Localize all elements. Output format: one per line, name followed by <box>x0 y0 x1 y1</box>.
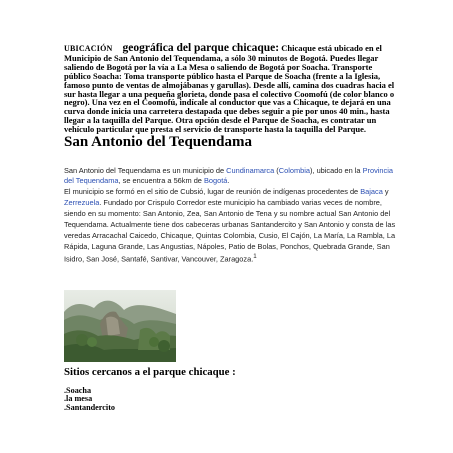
history-paragraph: El municipio se formó en el sitio de Cubsió, lugar de reunión de indígenas procedentes de Bajaca y Zerrezuela. Fundado por Crispulo Corredor este municipio ha cambiado varias veces de nombre, siendo en su momento: San Antonio, Zea, San Antonio de Tena y su nombre actual San Antonio del Tequendama. Actualmente tiene dos cabeceras urbanas Santandercito y San Antonio y consta de las veredas Arracachal Caicedo, Chicaque, Quintas Colombia, Cusio, El Cajón, La María, La Rambla, La Rápida, Laguna Grande, Las Angustias, Nápoles, Patio de Bolas, Ponchos, Quebrada Grande, San Isidro, San José, Santafé, Santivar, Vancouver, Zaragoza.$^1$ <box>64 187 396 264</box>
location-paragraph: UBICACIÓN geográfica del parque chicaque: Chicaque está ubicado en el Municipio de San Antonio del Tequendama, a sólo 30 minutos de Bogotá. Puedes llegar saliendo de Bogotá por la vía a La Mesa o saliendo de Bogotá por Soacha. Transporte público Soacha: Toma transporte público hasta el Parque de Soacha (frente a la Iglesia, famoso punto de ventas de almojábanas y garullas). Desde allí, camina dos cuadras hacia el sur hasta llegar a una pequeña glorieta, donde pasa el colectivo Coomofú (de color blanco o negro). Una vez en el Coomofú, indícale al conductor que vas a Chicaque, te dejará en una curva donde inicia una carretera destapada que debes seguir a pie por unos 40 min., hasta llegar a la taquilla del Parque. Otra opción desde el Parque de Soacha, es contratar un vehículo particular que presta el servicio de transporte hasta la taquilla del Parque. <box>64 42 395 135</box>
section-heading: San Antonio del Tequendama <box>64 134 252 150</box>
location-text: Chicaque está ubicado en el Municipio de San Antonio del Tequendama, a sólo 30 minutos de Bogotá. Puedes llegar saliendo de Bogotá por la vía a La Mesa o saliendo de Bogotá por Soacha. Transporte público Soacha: Toma transporte público hasta el Parque de Soacha (frente a la Iglesia, famoso punto de ventas de almojábanas y garullas). Desde allí, camina dos cuadras hacia el sur hasta llegar a una pequeña glorieta, donde pasa el colectivo Coomofú (de color blanco o negro). Una vez en el Coomofú, indícale al conductor que vas a Chicaque, te dejará en una curva donde inicia una carretera destapada que debes seguir a pie por unos 40 min., hasta llegar a la taquilla del Parque. Otra opción desde el Parque de Soacha, es contratar un vehículo particular que presta el servicio de transporte hasta la taquilla del Parque. <box>64 43 395 135</box>
list-item: .Santandercito <box>64 402 116 412</box>
nearby-sites-list <box>64 387 115 412</box>
link-cundinamarca[interactable]: Cundinamarca <box>226 166 275 175</box>
intro-paragraph: San Antonio del Tequendama es un municipio de Cundinamarca (Colombia), ubicado en la Provincia del Tequendama, se encuentra a 56km de Bogotá. <box>64 166 393 185</box>
link-zerrezuela[interactable]: Zerrezuela <box>64 197 100 207</box>
list-item: .la mesa <box>64 394 93 404</box>
location-label: UBICACIÓN <box>64 44 113 53</box>
footnote-marker: 1 <box>253 253 257 261</box>
list-item: .Soacha <box>64 386 92 395</box>
link-bajaca[interactable]: Bajaca <box>360 187 383 196</box>
nearby-sites-heading: Sitios cercanos a el parque chicaque : <box>64 366 236 378</box>
link-colombia[interactable]: Colombia <box>278 166 310 175</box>
landscape-photo <box>64 290 176 362</box>
location-title: geográfica del parque chicaque <box>122 42 276 54</box>
link-provincia-tequendama[interactable]: Provincia del Tequendama <box>64 166 393 185</box>
link-bogota[interactable]: Bogotá <box>203 176 228 185</box>
